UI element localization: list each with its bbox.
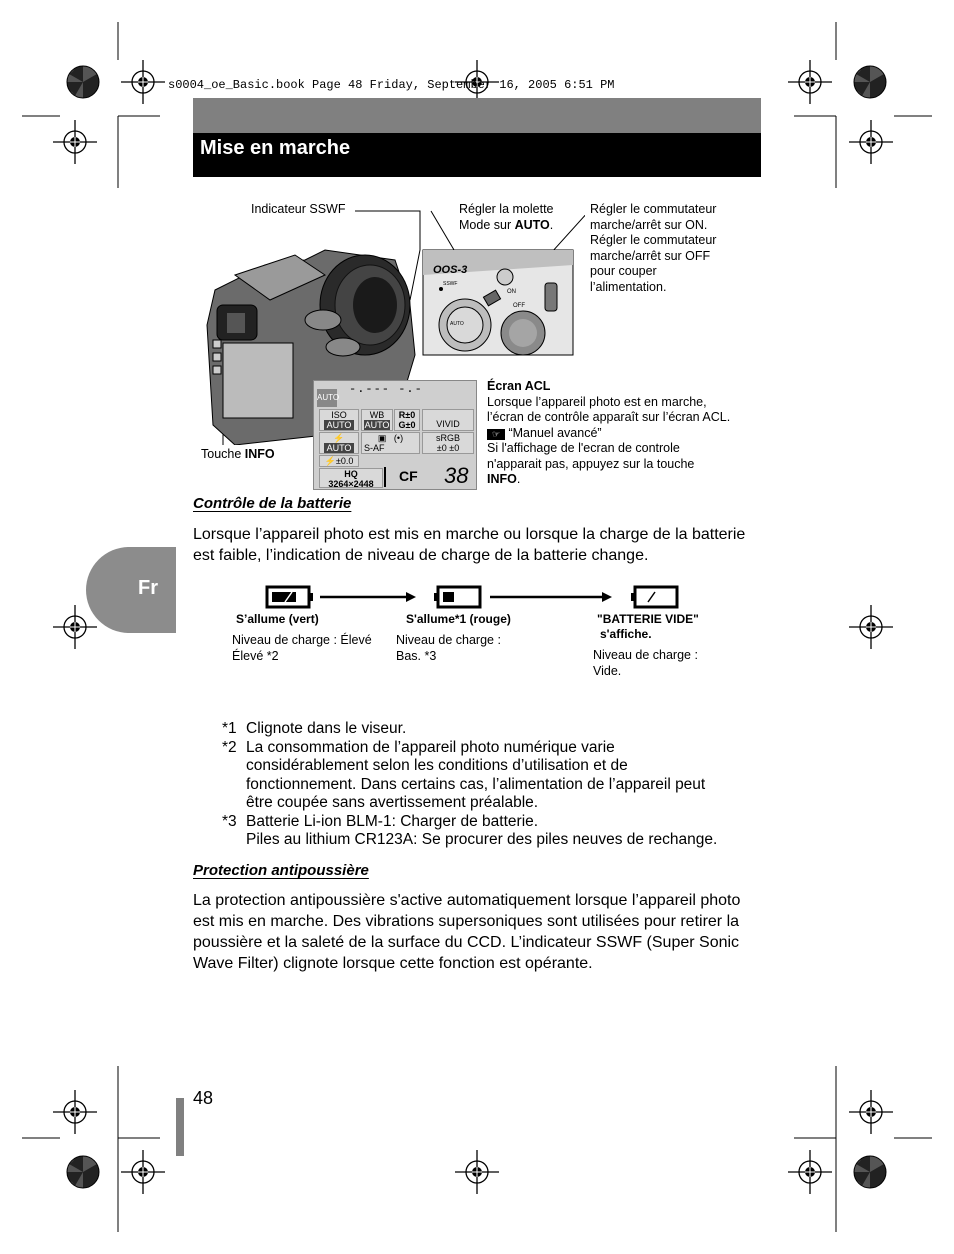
footnote-2: *2 La consommation de l’appareil photo numérique varie considérablement selon les conditions d’utilisation et de fonctionnement. Dans certains cas, l’alimentation de l’appareil peut être coupée sans avertissement préalable. — [222, 738, 706, 811]
header-black-bar — [193, 133, 761, 177]
lcd-picture-mode: VIVID — [422, 409, 474, 431]
battery-state-1-desc: Niveau de charge : Élevé Élevé *2 — [232, 633, 372, 663]
label-dial: Régler la molette Mode sur AUTO. — [459, 202, 554, 232]
dial-auto-text: AUTO — [450, 321, 464, 327]
battery-icon-low — [434, 587, 480, 607]
lcd-record-mode: HQ 3264×2448 — [319, 468, 383, 488]
footnote-3: *3 Batterie Li-ion BLM-1: Charger de batterie. Piles au lithium CR123A: Se procurer des piles neuves de rechange. — [222, 812, 718, 848]
lcd-top-readout: -.--- -.- — [349, 382, 423, 396]
battery-state-2-title: S'allume*1 (rouge) — [406, 612, 511, 626]
lcd-flash-mode: ⚡ AUTO — [319, 432, 359, 454]
camera-model-text: OOS-3 — [433, 264, 468, 276]
lcd-card-type: CF — [399, 468, 418, 484]
lcd-color-space: sRGB ±0 ±0 — [422, 432, 474, 454]
label-info-button: Touche INFO — [201, 447, 275, 461]
footnotes — [222, 720, 762, 850]
page-number-bar — [176, 1098, 184, 1156]
language-tab-label: Fr — [138, 577, 158, 599]
dial-on-text: ON — [507, 289, 516, 295]
battery-state-2-desc: Niveau de charge : Bas. *3 — [396, 633, 501, 663]
dust-section-text: La protection antipoussière s'active automatiquement lorsque l’appareil photo est mis en marche. Des vibrations supersoniques sont utilisées pour retirer la poussière et la saleté de la surface du CCD. L’indicateur SSWF (Super Sonic Wave Filter) clignote lorsque cette fonction est opérante. — [193, 892, 741, 972]
label-sswf: Indicateur SSWF — [251, 202, 346, 216]
battery-state-1-title: S’allume (vert) — [236, 612, 319, 626]
lcd-control-panel — [313, 380, 477, 490]
lcd-shots-remaining: 38 — [444, 463, 469, 488]
lcd-wb: WB AUTO — [361, 409, 393, 431]
acl-description: Écran ACL Lorsque l’appareil photo est en marche, l’écran de contrôle apparaît sur l’écran ACL. ☞ “Manuel avancé” Si l'affichage de l'ecran de controle n'apparait pas, appuyez sur la touche INFO. — [487, 379, 731, 486]
page-number: 48 — [193, 1088, 214, 1108]
battery-icon-high — [267, 587, 313, 607]
dial-off-text: OFF — [513, 303, 525, 309]
lcd-focus-mode: ▣ (•) S-AF — [361, 432, 420, 454]
lcd-iso: ISO AUTO — [319, 409, 359, 431]
dial-sswf-text: SSWF — [443, 281, 458, 287]
page-title: Mise en marche — [200, 137, 351, 159]
battery-icon-empty — [631, 587, 677, 607]
dust-section-heading: Protection antipoussière — [193, 862, 369, 879]
lcd-flash-comp: ⚡±0.0 — [319, 455, 359, 467]
print-header: s0004_oe_Basic.book Page 48 Friday, September 16, 2005 6:51 PM — [168, 78, 615, 92]
battery-state-3-desc: Niveau de charge : Vide. — [593, 648, 698, 678]
battery-intro: Lorsque l’appareil photo est mis en marche ou lorsque la charge de la batterie est faible, l’indication de niveau de charge de la batterie change. — [193, 526, 746, 564]
lcd-wb-shift: R±0 G±0 — [394, 409, 420, 431]
battery-state-3-title: "BATTERIE VIDE" s'affiche. — [597, 612, 699, 641]
label-switch: Régler le commutateur marche/arrêt sur ON. Régler le commutateur marche/arrêt sur OFF pour couper l’alimentation. — [590, 202, 717, 294]
battery-state-diagram — [260, 583, 690, 613]
lcd-auto-mode: AUTO — [317, 389, 337, 407]
reference-icon: ☞ — [487, 429, 505, 440]
battery-section-heading: Contrôle de la batterie — [193, 495, 352, 512]
language-tab — [86, 547, 176, 633]
footnote-1: *1 Clignote dans le viseur. — [222, 720, 407, 737]
header-gray-bar — [193, 98, 761, 133]
